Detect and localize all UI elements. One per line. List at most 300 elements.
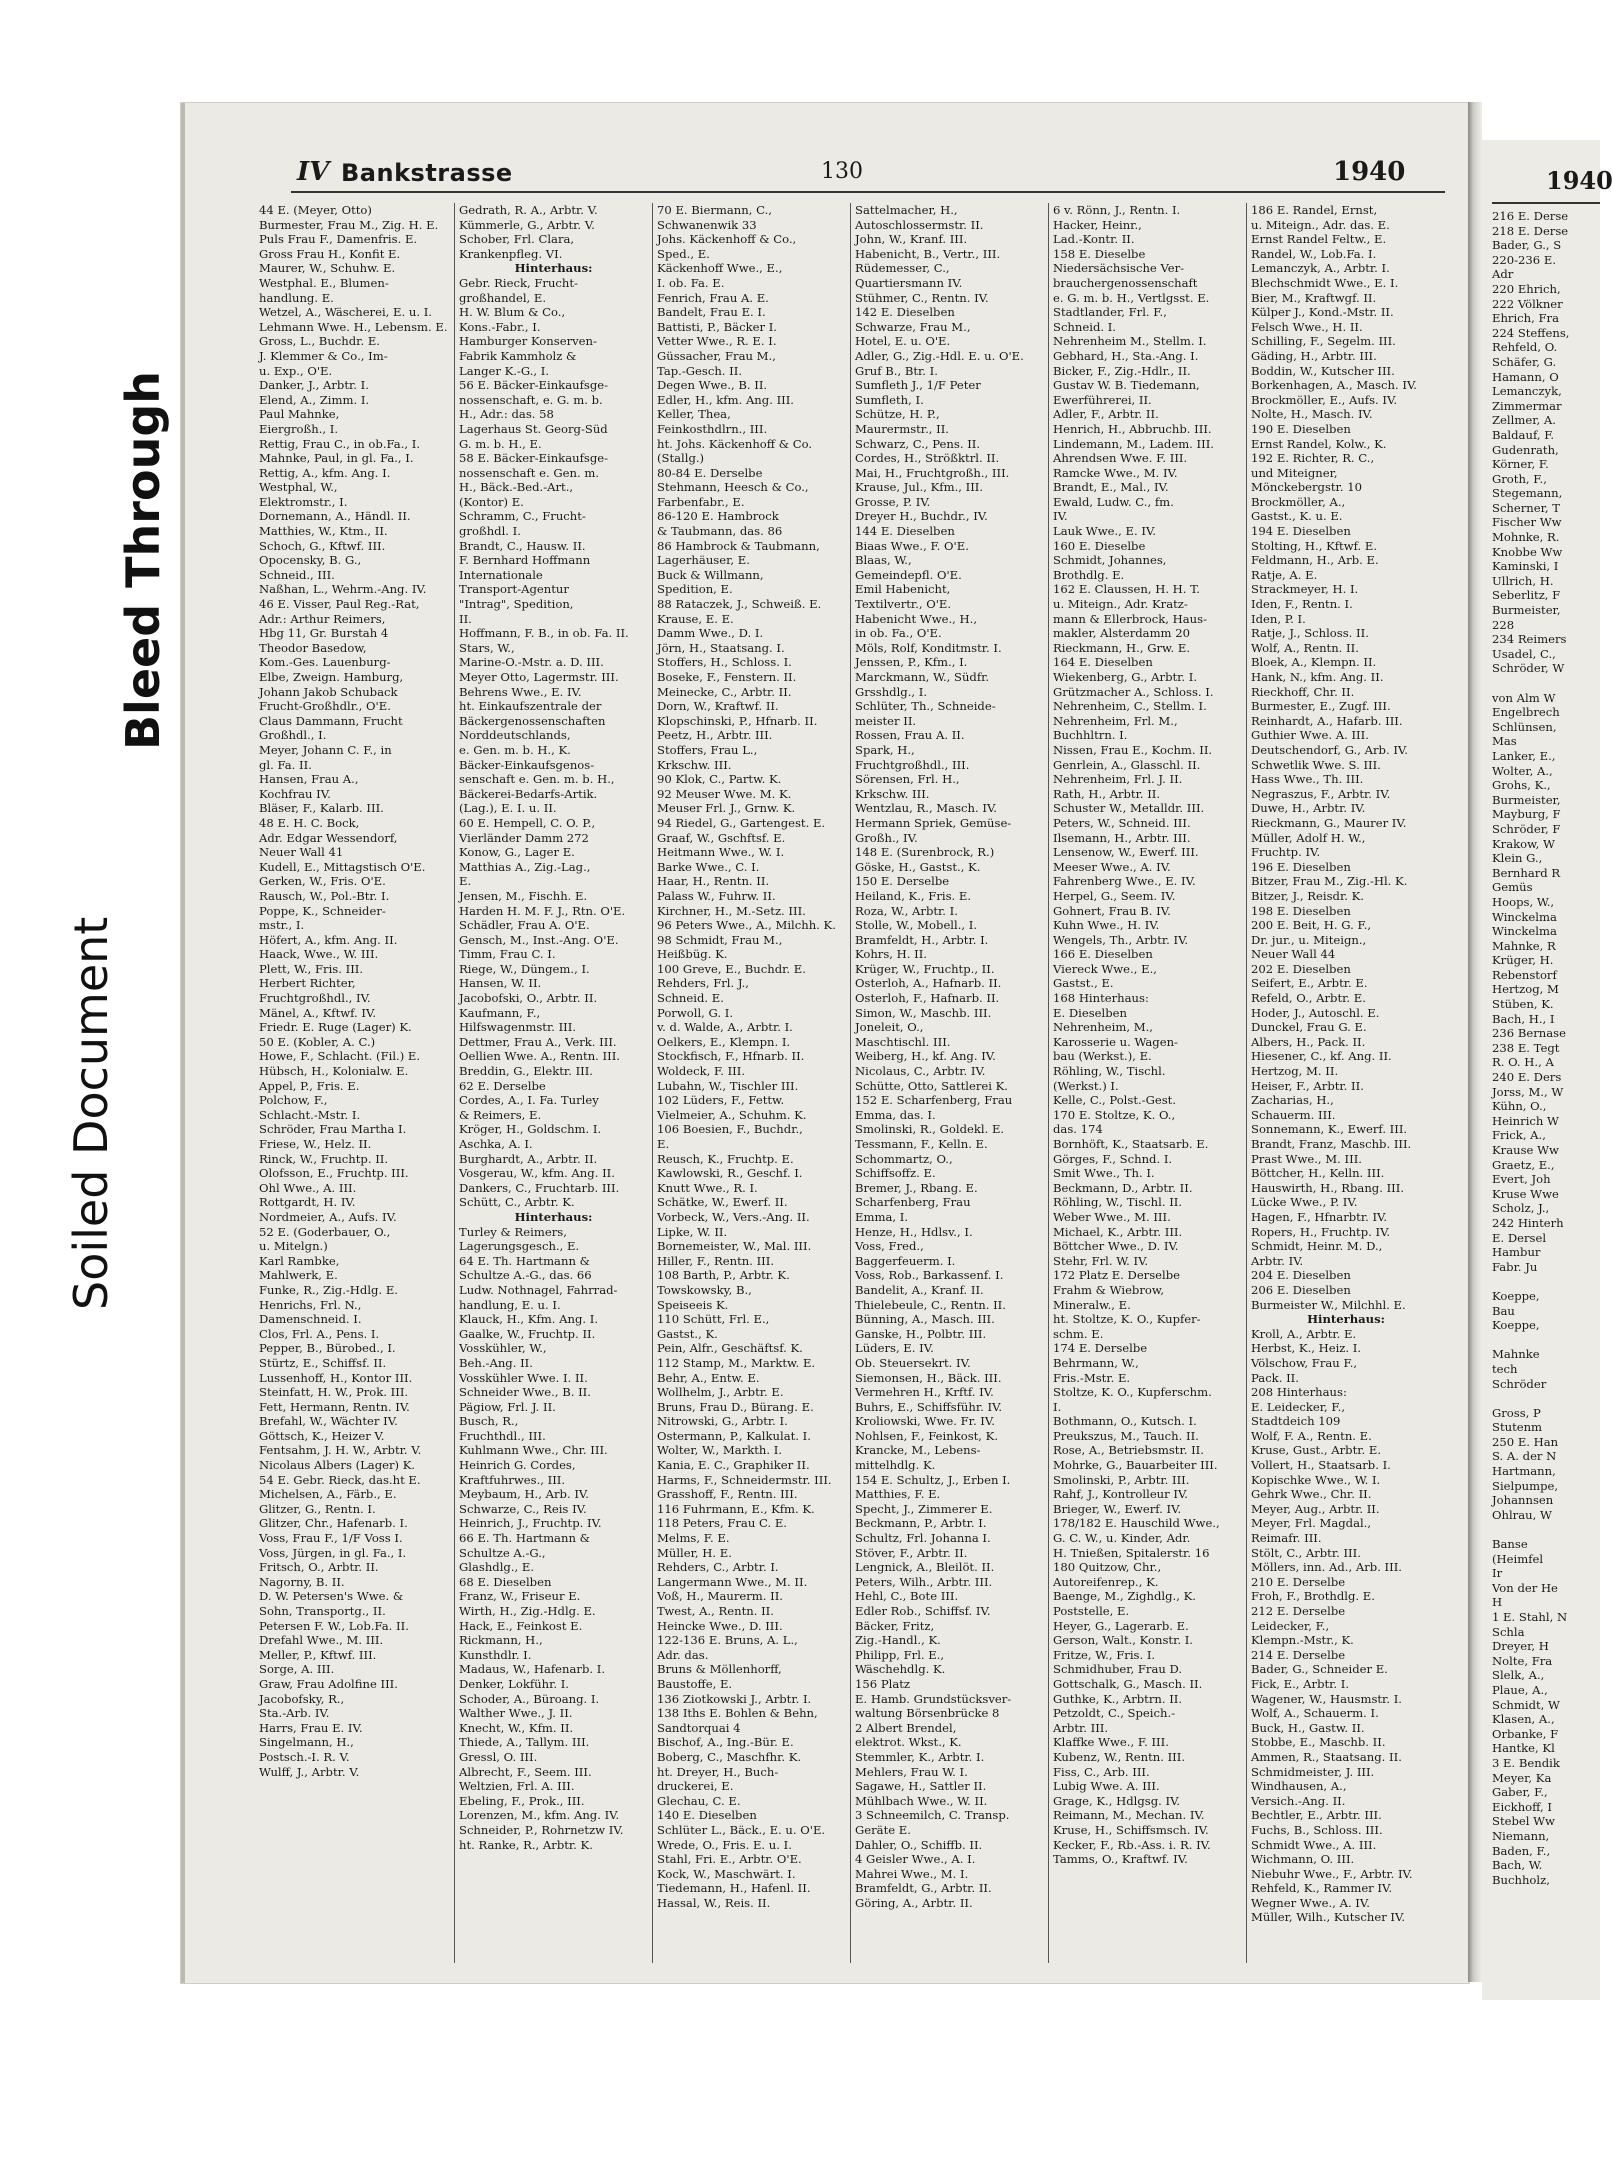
next-page-entry-line: Sielpumpe, [1492,1478,1559,1493]
directory-entry-line: Bramfeldt, G., Arbtr. II. [855,1881,992,1896]
directory-entry-line: Baustoffe, E. [657,1676,733,1691]
directory-entry-line: Göttsch, K., Heizer V. [259,1428,385,1443]
next-page-entry-line: Rebenstorf [1492,967,1557,982]
directory-entry-line: Battisti, P., Bäcker I. [657,319,777,334]
directory-entry-line: Kons.-Fabr., I. [459,319,541,334]
directory-entry-line: Kraftfuhrwes., III. [459,1472,566,1487]
next-page-entry-line: Bernhard R [1492,865,1561,880]
directory-entry-line: Johann Jakob Schuback [259,684,398,699]
directory-entry-line: Olofsson, E., Fruchtp. III. [259,1166,409,1181]
directory-entry-line: Fruchtgroßhdl., III. [855,757,970,772]
directory-entry-line: Konow, G., Lager E. [459,845,575,860]
directory-entry-line: Boberg, C., Maschfhr. K. [657,1749,802,1764]
directory-entry-line: Heitmann Wwe., W. I. [657,845,785,860]
next-page-entry-line: Baldauf, F. [1492,427,1555,442]
directory-entry-line: Hinterhaus: [514,261,593,276]
directory-entry-line: großhandel, E. [459,290,547,305]
next-page-entry-line: 3 E. Bendik [1492,1755,1560,1770]
directory-entry-line: Rieckmann, G., Maurer IV. [1251,815,1407,830]
directory-entry-line: Baggerfeuerm. I. [855,1253,956,1268]
directory-entry-line: Quartiersmann IV. [855,275,963,290]
directory-entry-line: Bäcker, Fritz, [855,1618,935,1633]
directory-entry-line: Hbg 11, Gr. Burstah 4 [259,626,389,641]
directory-entry-line: Cordes, H., Strößktrl. II. [855,451,1000,466]
next-page-entry-line: Scherner, T [1492,500,1561,515]
next-page-entry-line: Plaue, A., [1492,1682,1548,1697]
directory-entry-line: 60 E. Hempell, C. O. P., [459,815,596,830]
directory-entry-line: Adler, F., Arbtr. II. [1053,407,1159,422]
directory-entry-line: Ahrendsen Wwe. F. III. [1053,451,1188,466]
directory-entry-line: Lemanczyk, A., Arbtr. I. [1251,261,1390,276]
directory-entry-line: Meyer, Johann C. F., in [259,742,392,757]
next-page-entry-line: Adr [1492,267,1514,282]
directory-entry-line: Cordes, A., I. Fa. Turley [459,1093,599,1108]
directory-entry-line: Spark, H., [855,742,915,757]
directory-entry-line: Maschtischl. III. [855,1034,951,1049]
directory-entry-line: Stölt, C., Arbtr. III. [1251,1545,1361,1560]
next-page-entry-line: Hoops, W., [1492,894,1555,909]
directory-entry-line: Wolf, A., Rentn. II. [1251,640,1359,655]
directory-entry-line: 136 Ziotkowski J., Arbtr. I. [657,1691,812,1706]
directory-entry-line: 68 E. Dieselben [459,1574,552,1589]
directory-entry-line: Rehders, C., Arbtr. I. [657,1560,779,1575]
directory-entry-line: Reusch, K., Fruchtp. E. [657,1151,794,1166]
directory-entry-line: makler, Alsterdamm 20 [1053,626,1190,641]
next-page-entry-line: Schröder, F [1492,821,1561,836]
directory-entry-line: Lagerhaus St. Georg-Süd [459,421,608,436]
directory-entry-line: Fick, E., Arbtr. I. [1251,1676,1350,1691]
next-page-entry-line: 250 E. Han [1492,1434,1559,1449]
next-page-entry-line: Evert, Joh [1492,1172,1551,1187]
directory-entry-line: Rath, H., Arbtr. II. [1053,786,1161,801]
directory-entry-line: Adr. Edgar Wessendorf, [259,830,398,845]
directory-entry-line: Arbtr. III. [1053,1720,1109,1735]
directory-entry-line: Knutt Wwe., R. I. [657,1180,758,1195]
directory-entry-line: Bandelt, Frau E. I. [657,305,766,320]
directory-entry-line: Theodor Basedow, [259,640,367,655]
directory-entry-line: Autoschlossermstr. II. [855,217,984,232]
directory-entry-line: Vosgerau, W., kfm. Ang. II. [459,1166,615,1181]
directory-entry-line: 192 E. Richter, R. C., [1251,451,1375,466]
directory-entry-line: Emma, das. I. [855,1107,936,1122]
directory-entry-line: Leidecker, F., [1251,1618,1330,1633]
directory-entry-line: Rettig, A., kfm. Ang. I. [259,465,391,480]
next-page-entry-line: Hertzog, M [1492,982,1559,997]
directory-entry-line: Langer K.-G., I. [459,363,550,378]
directory-entry-line: Hacker, Heinr., [1053,217,1142,232]
directory-entry-line: Bäcker-Einkaufsgenos- [459,757,595,772]
directory-entry-line: 148 E. (Surenbrock, R.) [855,845,995,860]
directory-entry-line: Sattelmacher, H., [855,203,958,217]
directory-entry-line: Bruns & Möllenhorff, [657,1662,782,1677]
directory-entry-line: Bader, G., Schneider E. [1251,1662,1388,1677]
directory-entry-line: Seifert, E., Arbtr. E. [1251,976,1368,991]
directory-entry-line: Lubig Wwe. A. III. [1053,1779,1160,1794]
column-6 [1247,203,1445,1963]
directory-entry-line: Schiffsoffz. E. [855,1166,936,1181]
directory-entry-line: Pepper, B., Bürobed., I. [259,1341,396,1356]
next-page-entry-line: Gross, P [1492,1405,1541,1420]
directory-entry-line: Bier, M., Kraftwgf. II. [1251,290,1377,305]
directory-entry-line: Drefahl Wwe., M. III. [259,1633,384,1648]
directory-entry-line: Kochfrau IV. [259,786,331,801]
directory-entry-line: 150 E. Derselbe [855,874,950,889]
next-page-entry-line: Knobbe Ww [1492,544,1563,559]
directory-entry-line: Breddin, G., Elektr. III. [459,1064,593,1079]
directory-entry-line: Rahf, J., Kontrolleur IV. [1053,1487,1188,1502]
next-page-entry-line: Engelbrech [1492,705,1560,720]
directory-entry-line: Burmeister W., Milchhl. E. [1251,1297,1406,1312]
directory-entry-line: Hehl, C., Bote III. [855,1589,959,1604]
next-page-entry-line: Stebel Ww [1492,1814,1555,1829]
directory-entry-line: 210 E. Derselbe [1251,1574,1346,1589]
directory-entry-line: Göring, A., Arbtr. II. [855,1895,973,1910]
directory-entry-line: Degen Wwe., B. II. [657,378,768,393]
directory-entry-line: Hilfswagenmstr. III. [459,1020,577,1035]
directory-entry-line: Gebr. Rieck, Frucht- [459,275,578,290]
street-title: Bankstrasse [341,159,513,187]
directory-entry-line: 200 E. Beit, H. G. F., [1251,918,1372,933]
directory-entry-line: H., Bäck.-Bed.-Art., [459,480,574,495]
directory-entry-line: Jensen, M., Fischh. E. [459,888,588,903]
directory-entry-line: Fruchthdl., III. [459,1428,546,1443]
directory-entry-line: 116 Fuhrmann, E., Kfm. K. [657,1501,815,1516]
next-page-entry-line: Körner, F. [1492,457,1549,472]
directory-entry-line: Claus Dammann, Frucht [259,713,403,728]
directory-entry-line: Wirth, H., Zig.-Hdlg. E. [459,1604,596,1618]
directory-entry-line: Güssacher, Frau M., [657,348,776,363]
directory-entry-line: Fritsch, O., Arbtr. II. [259,1560,379,1575]
directory-entry-line: Puls Frau F., Damenfris. E. [259,232,418,247]
column-4 [851,203,1049,1963]
directory-entry-line: Zig.-Handl., K. [855,1633,941,1648]
directory-entry-line: Scharfenberg, Frau [855,1195,971,1210]
directory-entry-line: Oelkers, E., Klempn. I. [657,1034,791,1049]
directory-entry-line: Gastst., K. u. E. [1251,509,1343,524]
next-page-entry-line: Bader, G., S [1492,238,1562,253]
directory-entry-line: Guthke, K., Arbtrn. II. [1053,1691,1183,1706]
next-page-entry-line: Lemanczyk, [1492,384,1562,399]
directory-entry-line: Schwarz, C., Pens. II. [855,436,981,451]
next-page-entry-line: Niemann, [1492,1828,1550,1843]
directory-entry-line: Böttcher Wwe., D. IV. [1053,1239,1179,1254]
directory-entry-line: 140 E. Dieselben [657,1808,757,1823]
directory-entry-line: Weltzien, Frl. A. III. [459,1779,575,1794]
directory-entry-line: Palass W., Fuhrw. II. [657,888,776,903]
directory-entry-line: Windhausen, A., [1251,1779,1347,1794]
directory-entry-line: Mühlbach Wwe., W. II. [855,1793,988,1808]
directory-entry-line: Bothmann, O., Kutsch. I. [1053,1414,1197,1429]
directory-entry-line: G. C. W., u. Kinder, Adr. [1053,1531,1191,1546]
next-page-entry-line: Hartmann, [1492,1464,1556,1479]
directory-entry-line: Schoder, A., Büroang. I. [459,1691,600,1706]
directory-entry-line: in ob. Fa., O'E. [855,626,942,641]
directory-entry-line: Külper J., Kond.-Mstr. II. [1251,305,1394,320]
soiled-document-stamp [55,320,170,1320]
directory-entry-line: Thiede, A., Tallym. III. [459,1735,590,1750]
directory-entry-line: Lad.-Kontr. II. [1053,232,1135,247]
column-3 [653,203,851,1963]
directory-entry-line: 102 Lüders, F., Fettw. [657,1093,785,1108]
directory-entry-line: Smolinski, R., Goldekl. E. [855,1122,1005,1137]
directory-entry-line: 54 E. Gebr. Rieck, das.ht E. [259,1472,421,1487]
directory-entry-line: Bicker, F., Zig.-Hdlr., II. [1053,363,1191,378]
directory-entry-line: Glashdlg., E. [459,1560,535,1575]
directory-entry-line: Sohn, Transportg., II. [259,1604,386,1618]
directory-entry-line: Wolf, F. A., Rentn. E. [1251,1428,1372,1443]
directory-entry-line: 86 Hambrock & Taubmann, [657,538,820,553]
directory-entry-line: Sorge, A. III. [259,1662,335,1677]
directory-entry-line: 166 E. Dieselben [1053,947,1153,962]
directory-entry-line: Vetter Wwe., R. E. I. [657,334,777,349]
directory-entry-line: Bechtler, E., Arbtr. III. [1251,1808,1382,1823]
directory-entry-line: Wrede, O., Fris. E. u. I. [657,1837,792,1852]
directory-entry-line: Brefahl, W., Wächter IV. [259,1414,398,1429]
directory-entry-line: Hoder, J., Autoschl. E. [1251,1005,1380,1020]
directory-entry-line: Fahrenberg Wwe., E. IV. [1053,874,1196,889]
directory-entry-line: Stürtz, E., Schiffsf. II. [259,1355,387,1370]
directory-entry-line: Lussenhoff, H., Kontor III. [259,1370,413,1385]
directory-entry-line: Fris.-Mstr. E. [1053,1370,1131,1385]
directory-entry-line: Hassal, W., Reis. II. [657,1895,771,1910]
directory-entry-line: Schmidmeister, J. III. [1251,1764,1375,1779]
directory-entry-line: Kröger, H., Goldschm. I. [459,1122,602,1137]
directory-entry-line: Vorbeck, W., Vers.-Ang. II. [657,1209,810,1224]
directory-entry-line: Ewald, Ludw. C., fm. [1053,494,1174,509]
directory-entry-line: Buck, H., Gastw. II. [1251,1720,1365,1735]
next-page-entry-line: 216 E. Derse [1492,209,1569,223]
directory-entry-line: Hermann Spriek, Gemüse- [855,815,1012,830]
directory-entry-line: Ernst Randel, Kolw., K. [1251,436,1387,451]
directory-entry-line: 88 Rataczek, J., Schweiß. E. [657,597,822,612]
next-page-entry-line [1492,1333,1600,1348]
directory-entry-line: Meyer, Frl. Magdal., [1251,1516,1372,1531]
directory-entry-line: Simon, W., Maschb. III. [855,1005,992,1020]
directory-entry-line: Kroll, A., Arbtr. E. [1251,1326,1357,1341]
directory-entry-line: 56 E. Bäcker-Einkaufsge- [459,378,609,393]
directory-entry-line: 142 E. Dieselben [855,305,955,320]
directory-entry-line: Röhling, W., Tischl. [1053,1064,1166,1079]
directory-entry-line: Deutschendorf, G., Arb. IV. [1251,742,1408,757]
next-page-entry-line: Graetz, E., [1492,1157,1555,1172]
directory-entry-line: Nehrenheim, M., [1053,1020,1153,1035]
directory-entry-line: Wegner Wwe., A. IV. [1251,1895,1370,1910]
directory-entry-line: Reimann, M., Mechan. IV. [1053,1808,1205,1823]
directory-entry-line: Glechau, C. E. [657,1793,741,1808]
directory-entry-line: Karl Rambke, [259,1253,340,1268]
directory-entry-line: 162 E. Claussen, H. H. T. [1053,582,1200,597]
directory-entry-line: Beckmann, D., Arbtr. II. [1053,1180,1193,1195]
next-page-entry-line: Koeppe, [1492,1318,1540,1333]
directory-entry-line: Wengels, Th., Arbtr. IV. [1053,932,1189,947]
directory-entry-line: Schwanenwik 33 [657,217,757,232]
directory-entry-line: Schätke, W., Ewerf. II. [657,1195,788,1210]
next-page-entry-line: Hamann, O [1492,369,1559,384]
next-page-entry-line: Klein G., [1492,851,1543,866]
directory-entry-line: Ernst Randel Feltw., E. [1251,232,1387,247]
directory-entry-line: J. Klemmer & Co., Im- [259,348,388,363]
directory-entry-line: Rehfeld, K., Rammer IV. [1251,1881,1393,1896]
directory-entry-line: 208 Hinterhaus: [1251,1385,1347,1400]
directory-entry-line: Sagawe, H., Sattler II. [855,1779,987,1794]
directory-entry-line: 106 Boesien, F., Buchdr., [657,1122,803,1137]
directory-entry-line: Hank, N., kfm. Ang. II. [1251,670,1384,684]
directory-entry-line: Dankers, C., Fruchtarb. III. [459,1180,620,1195]
directory-entry-line: Philipp, Frl. E., [855,1647,945,1662]
directory-entry-line: Rieckmann, H., Grw. E. [1053,640,1191,655]
next-page-entry-line: Ir [1492,1566,1503,1581]
directory-entry-line: Ramcke Wwe., M. IV. [1053,465,1178,480]
directory-entry-line: Schauerm. III. [1251,1107,1336,1122]
directory-entry-line: Kirchner, H., M.-Setz. III. [657,903,806,918]
directory-entry-line: Baenge, M., Zighdlg., K. [1053,1589,1196,1604]
next-page-entry-line: Stegemann, [1492,486,1563,501]
directory-entry-line: Grasshoff, F., Rentn. III. [657,1487,798,1502]
directory-entry-line: Rettig, Frau C., in ob.Fa., I. [259,436,421,451]
directory-entry-line: Gohnert, Frau B. IV. [1053,903,1171,918]
directory-entry-line: Ludw. Nothnagel, Fahrrad- [459,1282,618,1297]
directory-entry-line: Neuer Wall 44 [1251,947,1336,962]
directory-entry-line: Mahrei Wwe., M. I. [855,1866,969,1881]
directory-entry-line: Müller, Wilh., Kutscher IV. [1251,1910,1406,1925]
directory-entry-line: Joneleit, O., [855,1020,924,1035]
directory-entry-line: I. [1053,1399,1062,1414]
directory-entry-line: Kopischke Wwe., W. I. [1251,1472,1381,1487]
directory-entry-line: Harden H. M. F. J., Rtn. O'E. [459,903,626,918]
directory-entry-line: Bäckergenossenschaften [459,713,606,728]
directory-entry-line: 48 E. H. C. Bock, [259,815,360,830]
next-page-entry-line: Jorss, M., W [1492,1084,1564,1099]
directory-entry-line: Krancke, M., Lebens- [855,1443,981,1458]
directory-entry-line: Brieger, W., Ewerf. IV. [1053,1501,1182,1516]
directory-entry-line: Haack, Wwe., W. III. [259,947,379,962]
directory-entry-line: 46 E. Visser, Paul Reg.-Rat, [259,597,420,612]
directory-entry-line: Duwe, H., Arbtr. IV. [1251,801,1366,816]
directory-entry-line: Behr, A., Entw. E. [657,1370,760,1385]
directory-entry-line: handlung, E. u. I. [459,1297,561,1312]
next-page-entry-line: Burmeister, [1492,792,1561,807]
directory-entry-line: Tessmann, F., Kelln. E. [855,1137,988,1151]
directory-entry-line: 144 E. Dieselben [855,524,955,539]
directory-entry-line: Postsch.-I. R. V. [259,1749,350,1764]
next-page-entry-line: 228 [1492,617,1515,632]
directory-entry-line: Völschow, Frau F., [1251,1355,1358,1370]
directory-entry-line: Höfert, A., kfm. Ang. II. [259,932,398,947]
directory-entry-line: Melms, F. E. [657,1531,730,1546]
directory-entry-line: Schädler, Frau A. O'E. [459,918,590,933]
next-page-entry-line: Mayburg, F [1492,807,1561,822]
next-page-entry-line: Schäfer, G. [1492,354,1557,369]
next-page-entry-line: Koeppe, [1492,1288,1540,1303]
directory-entry-line: Gottschalk, G., Masch. II. [1053,1676,1203,1691]
directory-entry-line: Turley & Reimers, [459,1224,567,1239]
directory-entry-line: 66 E. Th. Hartmann & [459,1531,590,1546]
directory-entry-line: Stemmler, K., Arbtr. I. [855,1749,985,1764]
directory-entry-line: Lubahn, W., Tischler III. [657,1078,799,1093]
next-page-entry-line [1492,1522,1600,1537]
directory-entry-line: Michelsen, A., Färb., E. [259,1487,397,1502]
directory-entry-line: E. [657,1137,670,1151]
directory-entry-line: Kohrs, H. II. [855,947,927,962]
directory-entry-line: Singelmann, H., [259,1735,354,1750]
directory-entry-line: Kümmerle, G., Arbtr. V. [459,217,595,232]
next-page-entry-line: Wolter, A., [1492,763,1553,778]
directory-page [180,102,1470,1984]
next-page-lines [1492,209,1600,1887]
directory-entry-line: Ganske, H., Polbtr. III. [855,1326,987,1341]
directory-entry-line: Fett, Hermann, Rentn. IV. [259,1399,410,1414]
directory-entry-line: Harrs, Frau E. IV. [259,1720,363,1735]
directory-entry-line: 2 Albert Brendel, [855,1720,957,1735]
next-page-entry-line: 1 E. Stahl, N [1492,1610,1568,1624]
directory-entry-line: Grosse, P. IV. [855,494,931,509]
directory-entry-line: Mahlwerk, E. [259,1268,338,1283]
directory-entry-line: Stehr, Frl. W. IV. [1053,1253,1149,1268]
directory-entry-line: H. W. Blum & Co., [459,305,566,320]
directory-entry-line: Vollert, H., Staatsarb. I. [1251,1458,1391,1473]
directory-entry-line: Adler, G., Zig.-Hdl. E. u. O'E. [855,348,1024,363]
directory-entry-line: Rausch, W., Pol.-Btr. I. [259,888,390,903]
directory-entry-line: H. Tnießen, Spitalerstr. 16 [1053,1545,1210,1560]
directory-entry-line: Kruse, H., Schiffsmsch. IV. [1053,1822,1209,1837]
directory-entry-line: Versich.-Ang. II. [1251,1793,1346,1808]
directory-entry-line: Graw, Frau Adolfine III. [259,1676,398,1691]
directory-entry-line: Heyer, G., Lagerarb. E. [1053,1618,1189,1633]
directory-entry-line: Ratje, J., Schloss. II. [1251,626,1369,641]
directory-entry-line: mstr., I. [259,918,305,933]
next-page-entry-line: 218 E. Derse [1492,223,1569,238]
directory-entry-line: Ratje, A. E. [1251,567,1318,582]
directory-entry-line: I. ob. Fa. E. [657,275,725,290]
directory-entry-line: Brandt, C., Hausw. II. [459,538,586,553]
directory-entry-line: G. m. b. H., E. [459,436,542,451]
directory-entry-line: Schlüter, Th., Schneide- [855,699,996,714]
next-page-entry-line: Krakow, W [1492,836,1555,851]
directory-entry-line: Stars, W., [459,640,515,655]
directory-entry-line: 160 E. Dieselbe [1053,538,1146,553]
directory-entry-line: Boseke, F., Fenstern. II. [657,670,797,684]
directory-entry-line: Ewerführerei, II. [1053,392,1152,407]
directory-entry-line: Denker, Lokführ. I. [459,1676,569,1691]
directory-entry-line: Voss, Frau F., 1/F Voss I. [259,1531,403,1546]
directory-entry-line: Bremer, J., Rbang. E. [855,1180,978,1195]
directory-entry-line: Dettmer, Frau A., Verk. III. [459,1034,617,1049]
directory-entry-line: 50 E. (Kobler, A. C.) [259,1034,376,1049]
column-5 [1049,203,1247,1963]
directory-entry-line: Petzoldt, C., Speich.- [1053,1706,1176,1721]
directory-entry-line: E. [459,874,472,889]
directory-entry-line: Autoreifenrep., K. [1053,1574,1159,1589]
directory-entry-line: Borkenhagen, A., Masch. IV. [1251,378,1417,393]
directory-entry-line: & Reimers, E. [459,1107,542,1122]
directory-entry-line: Sped., E. [657,246,710,261]
directory-entry-line: Schommartz, O., [855,1151,953,1166]
next-page-entry-line: Buchholz, [1492,1872,1550,1887]
directory-entry-line: Timm, Frau C. I. [459,947,556,962]
directory-entry-line: Dorn, W., Kraftwf. II. [657,699,779,714]
directory-entry-line: Müller, Adolf H. W., [1251,830,1366,845]
directory-entry-line: Bläser, F., Kalarb. III. [259,801,384,816]
directory-entry-line: nossenschaft e. Gen. m. [459,465,600,480]
directory-entry-line: Spedition, E. [657,582,733,597]
directory-entry-line: ht. Stoltze, K. O., Kupfer- [1053,1312,1201,1327]
directory-entry-line: Böttcher, H., Kelln. III. [1251,1166,1385,1181]
next-page-entry-line: Bau [1492,1303,1515,1318]
directory-entry-line: Schultze A.-G., [459,1545,546,1560]
directory-entry-line: Heinrich, J., Fruchtp. IV. [459,1516,602,1531]
directory-entry-line: brauchergenossenschaft [1053,275,1198,290]
directory-entry-line: ht. Dreyer, H., Buch- [657,1764,779,1779]
